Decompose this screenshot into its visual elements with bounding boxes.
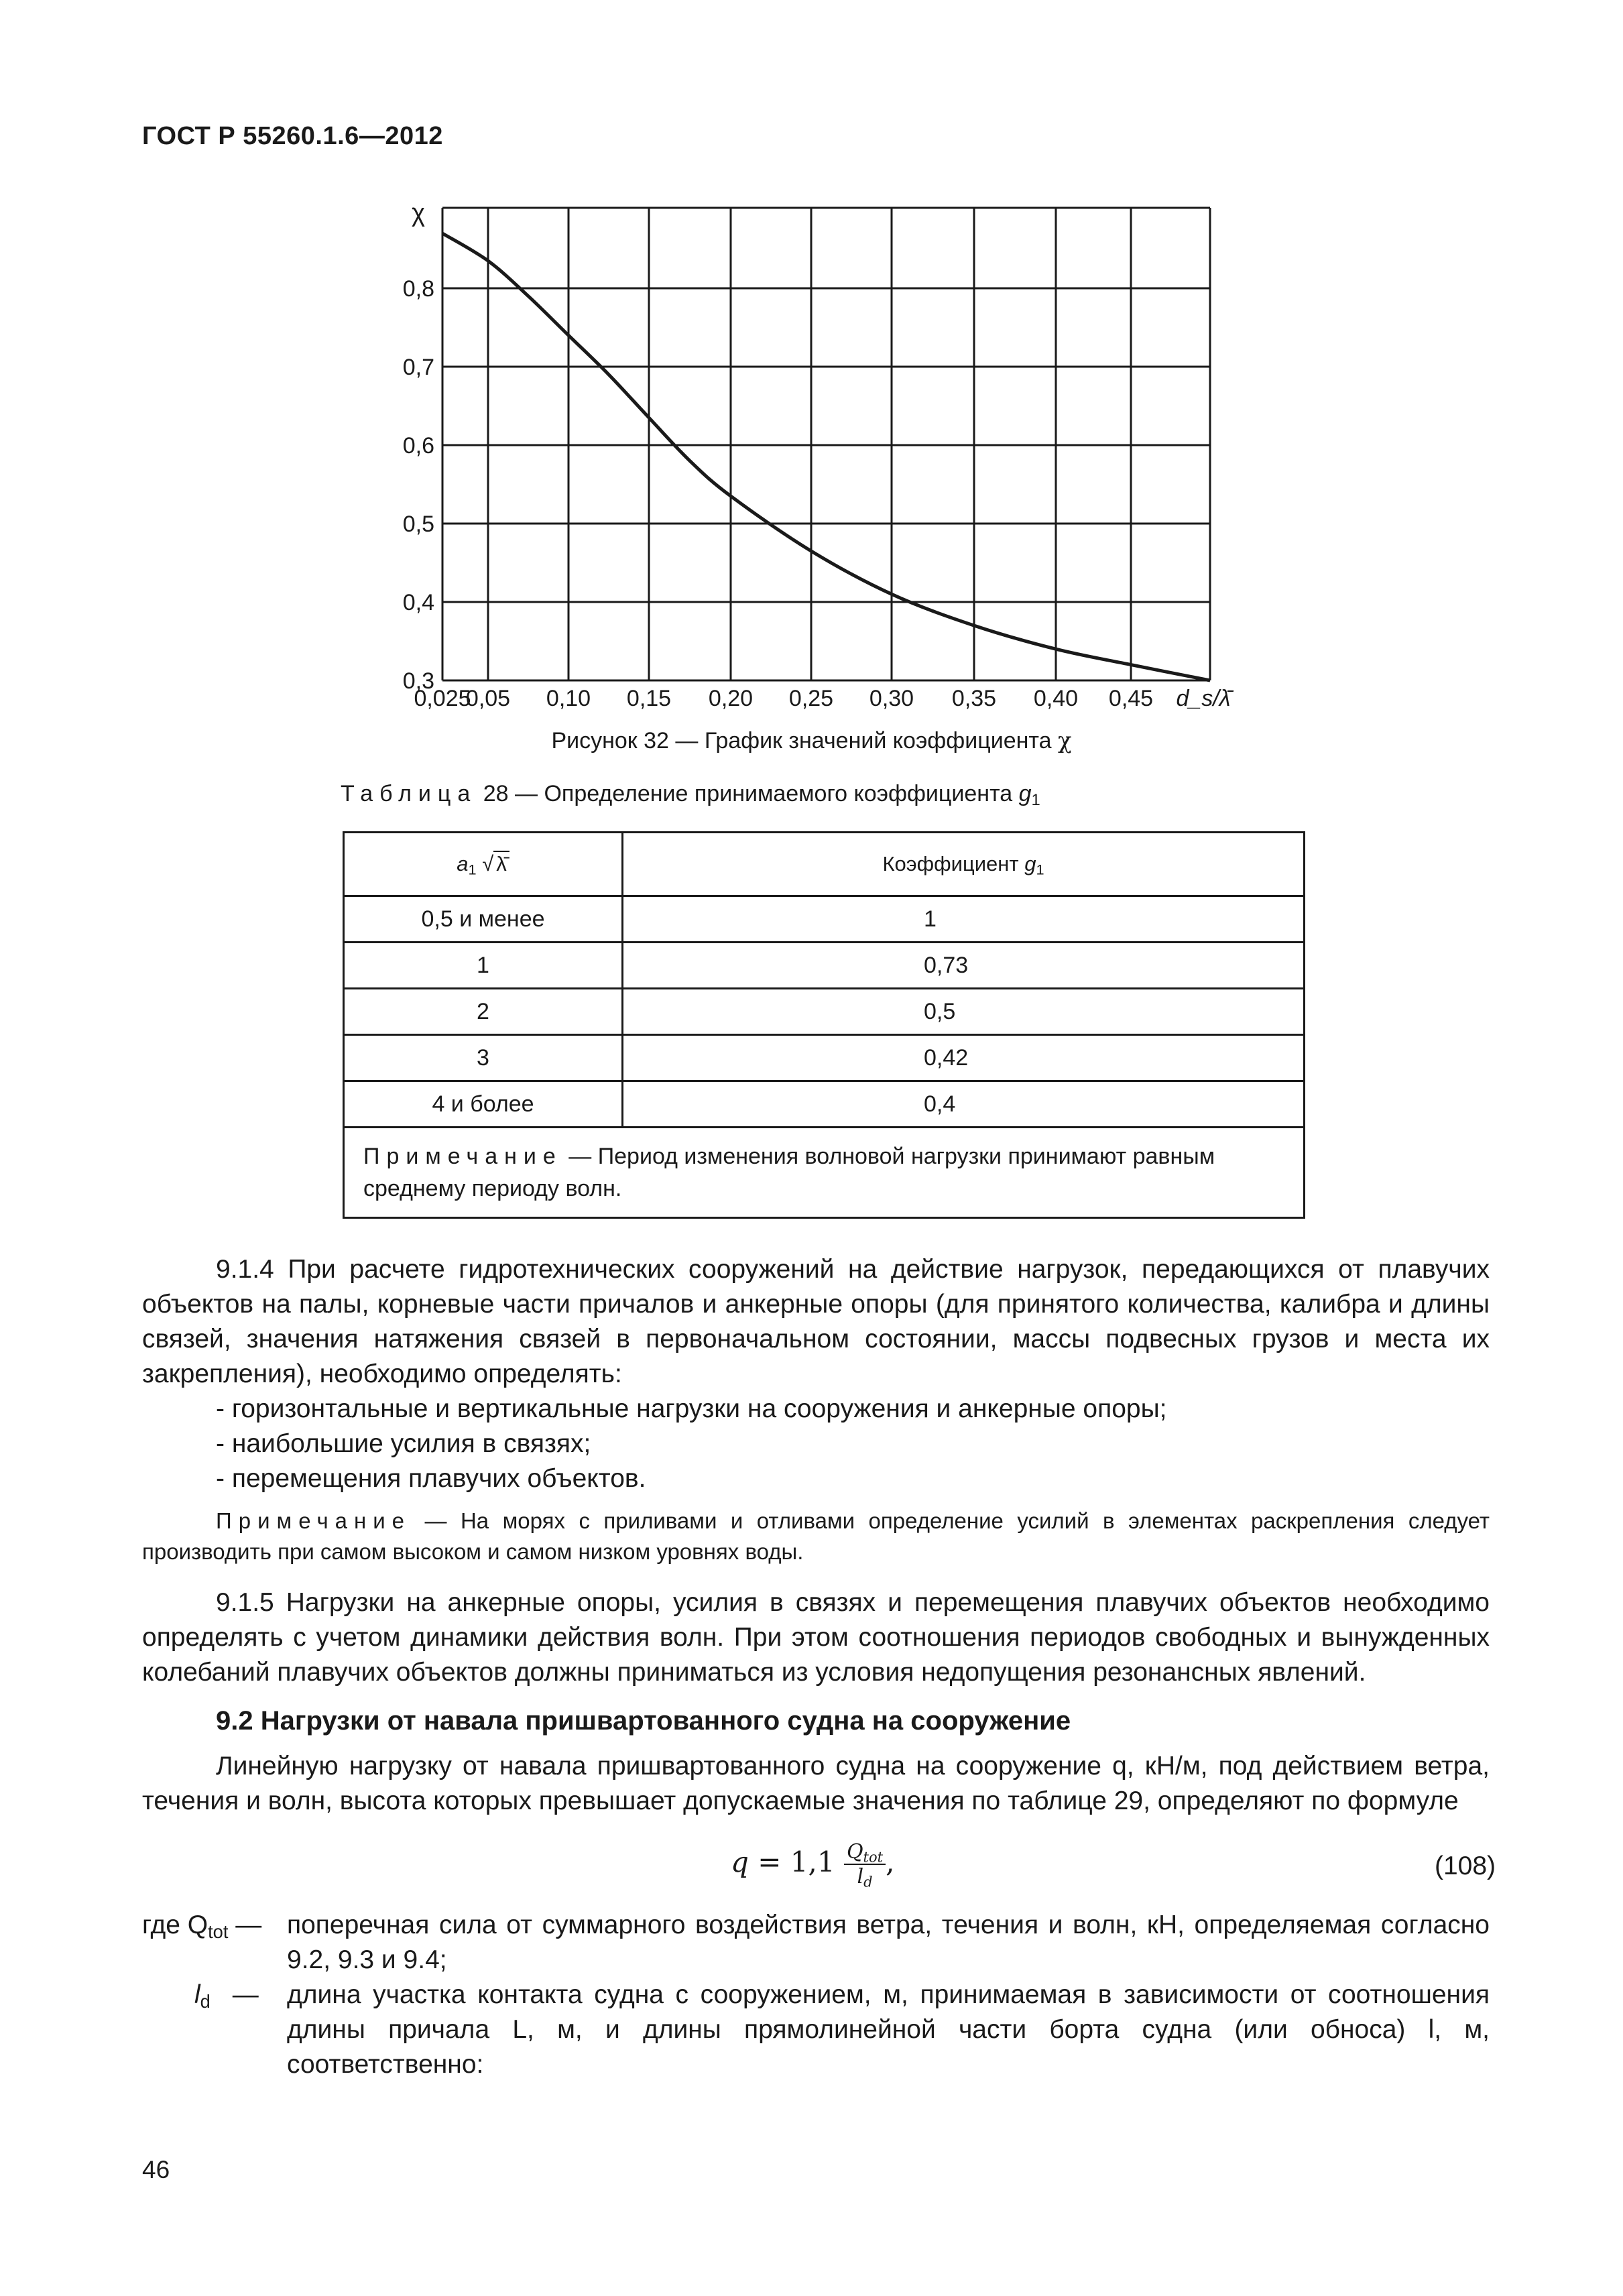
formula-fraction <box>844 1840 886 1888</box>
chi-curve <box>442 233 1210 680</box>
chi-coefficient-chart <box>375 188 1240 724</box>
where-1-symbol: где Q <box>142 1911 208 1939</box>
table-cell-a: 3 <box>344 1035 623 1081</box>
bullet-list <box>216 1392 1490 1496</box>
list-item: - наибольшие усилия в связях; <box>216 1429 591 1458</box>
y-tick-label: 0,4 <box>402 590 434 615</box>
table-cell-a: 2 <box>344 989 623 1035</box>
x-tick-label: 0,30 <box>869 686 914 711</box>
x-tick-label: 0,15 <box>626 686 672 711</box>
x-tick-label: 0,35 <box>951 686 997 711</box>
table-header-a <box>344 833 623 896</box>
x-tick-label: 0,05 <box>465 686 511 711</box>
x-tick-label: 0,025 <box>414 686 471 711</box>
table-cell-g: 0,42 <box>623 1035 1305 1081</box>
x-tick-label: 0,40 <box>1033 686 1079 711</box>
table-row <box>344 896 1305 943</box>
y-tick-label: 0,5 <box>402 511 434 537</box>
x-tick-label: 0,45 <box>1108 686 1154 711</box>
sqrt-symbol: √ λ̄ <box>482 852 509 876</box>
x-axis-label: d_s/λ̄ <box>1176 686 1231 711</box>
where-1-sub: tot <box>208 1921 229 1942</box>
table-cell-g: 0,5 <box>623 989 1305 1035</box>
figure-caption-text: Рисунок 32 — График значений коэффициента <box>551 728 1058 753</box>
table-header-g <box>623 833 1305 896</box>
x-tick-label: 0,20 <box>708 686 754 711</box>
formula-eq: = 1,1 <box>748 1846 844 1878</box>
y-axis-label: χ <box>412 199 425 227</box>
note-text: — На морях с приливами и отливами определение усилий в элементах раскрепления следует производить при самом высоком и самом низком уровнях воды. <box>142 1508 1490 1564</box>
note-label: Примечание <box>216 1508 412 1533</box>
header-g-symbol: g <box>1024 852 1036 875</box>
table-note <box>344 1128 1305 1218</box>
table-cell-a: 0,5 и менее <box>344 896 623 943</box>
header-g-text: Коэффициент <box>882 852 1025 875</box>
x-tick-label: 0,10 <box>546 686 591 711</box>
table-caption-symbol: g <box>1018 781 1032 806</box>
denominator-symbol: l <box>857 1865 864 1888</box>
figure-caption <box>0 727 1623 754</box>
where-def-1: поперечная сила от суммарного воздействия ветра, течения и волн, кН, определяемая согласно 9.2, 9.3 и 9.4; <box>287 1911 1490 1974</box>
table-row <box>344 989 1305 1035</box>
table-row <box>344 1081 1305 1128</box>
formula-numerator <box>844 1840 886 1865</box>
y-tick-label: 0,3 <box>402 668 434 694</box>
table-cell-a: 4 и более <box>344 1081 623 1128</box>
list-item: - перемещения плавучих объектов. <box>216 1464 646 1493</box>
table-cell-g: 1 <box>623 896 1305 943</box>
where-label-2: $l_d$ — <box>194 1980 259 2012</box>
table-caption <box>341 781 1040 807</box>
table-cell-g: 0,4 <box>623 1081 1305 1128</box>
table-row <box>344 943 1305 989</box>
header-g-subscript: 1 <box>1036 861 1044 878</box>
where-def-2: длина участка контакта судна с сооружением, м, принимаемая в зависимости от соотношения длины причала L, м, и длины прямолинейной части борта судна (или обноса) l, м, соответственно: <box>287 1980 1490 2079</box>
equation-number: (108) <box>1435 1852 1496 1880</box>
y-tick-label: 0,6 <box>402 433 434 459</box>
formula-tail: , <box>886 1846 895 1878</box>
x-tick-label: 0,25 <box>788 686 834 711</box>
formula-lhs: q <box>731 1846 749 1878</box>
table-caption-text: 28 — Определение принимаемого коэффициента <box>477 781 1019 806</box>
paragraph-9-1-5: 9.1.5 Нагрузки на анкерные опоры, усилия в связях и перемещения плавучих объектов необходимо определять с учетом динамики действия волн. При этом соотношения периодов свободных и вынужденных колебаний плавучих объектов должны приниматься из условия недопущения резонансных явлений. <box>142 1588 1490 1687</box>
paragraph-9-1-4: 9.1.4 При расчете гидротехнических сооружений на действие нагрузок, передающихся от плавучих объектов на палы, корневые части причалов и анкерные опоры (для принятого количества, калибра и длины связей, значения натяжения связей в первоначальном состоянии, массы подвесных грузов и места их закрепления), необходимо определять: <box>142 1255 1490 1388</box>
header-a-symbol: a <box>457 852 469 875</box>
table-note-text: — Период изменения волновой нагрузки принимают равным среднему периоду волн. <box>363 1144 1215 1201</box>
note-tides <box>142 1506 1490 1567</box>
where-label-1: где $Q_{tot}$ — <box>142 1911 262 1942</box>
table-note-row <box>344 1128 1305 1218</box>
denominator-sub: d <box>863 1874 873 1890</box>
table-caption-subscript: 1 <box>1031 790 1040 809</box>
document-header: ГОСТ Р 55260.1.6—2012 <box>142 122 443 150</box>
table-note-label: Примечание <box>363 1144 562 1169</box>
formula-108 <box>731 1840 894 1888</box>
where-2-symbol: l <box>194 1980 200 2009</box>
formula-denominator <box>844 1865 886 1888</box>
list-item: - горизонтальные и вертикальные нагрузки на сооружения и анкерные опоры; <box>216 1394 1167 1423</box>
coefficient-table <box>343 831 1305 1219</box>
header-a-subscript: 1 <box>468 861 477 878</box>
numerator-symbol: Q <box>846 1840 863 1864</box>
table-caption-label: Таблица <box>341 781 477 806</box>
y-tick-label: 0,8 <box>402 276 434 302</box>
section-heading-9-2: 9.2 Нагрузки от навала пришвартованного судна на сооружение <box>216 1706 1071 1736</box>
table-cell-a: 1 <box>344 943 623 989</box>
table-cell-g: 0,73 <box>623 943 1305 989</box>
table-header-row <box>344 833 1305 896</box>
figure-caption-symbol: χ <box>1057 727 1072 754</box>
y-tick-label: 0,7 <box>402 355 434 380</box>
sqrt-radicand: λ̄ <box>493 851 509 875</box>
numerator-sub: tot <box>863 1849 884 1866</box>
where-2-sub: d <box>200 1990 211 2012</box>
table-row <box>344 1035 1305 1081</box>
paragraph-9-2: Линейную нагрузку от навала пришвартованного судна на сооружение q, кН/м, под действием ветра, течения и волн, высота которых превышает допускаемые значения по таблице 29, определяют по формуле <box>142 1752 1490 1815</box>
page-number: 46 <box>142 2156 170 2183</box>
